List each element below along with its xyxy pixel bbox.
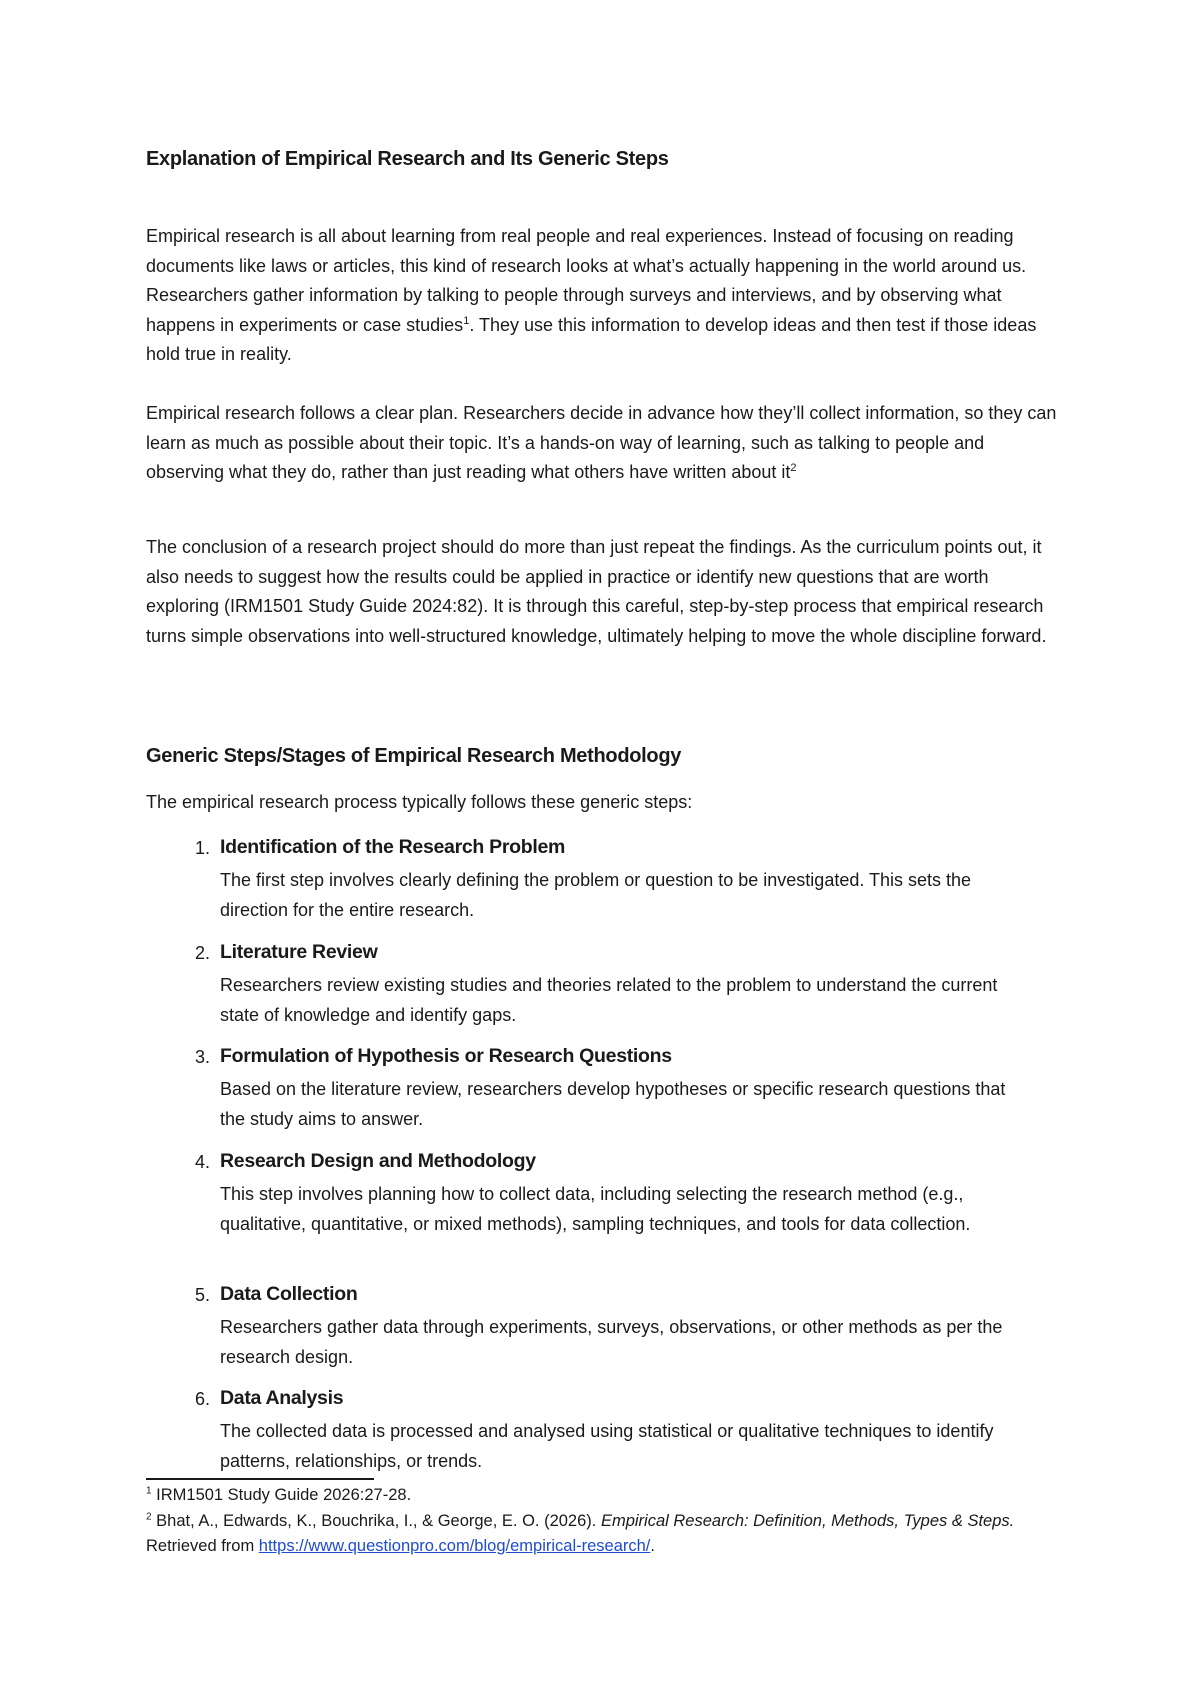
- paragraph-plan: [146, 399, 1066, 488]
- footnote-2-title: Empirical Research: Definition, Methods, Types & Steps.: [600, 1512, 1015, 1530]
- step-number: 1.: [194, 838, 210, 858]
- paragraph-conclusion: The conclusion of a research project should do more than just repeat the findings. As the curriculum points out, it also needs to suggest how the results could be applied in practice or identify new questions that are worth exploring (IRM1501 Study Guide 2024:82). It is through this careful, step-by-step process that empirical research turns simple observations into well-structured knowledge, ultimately helping to move the whole discipline forward.: [146, 537, 1047, 646]
- step-description: This step involves planning how to collect data, including selecting the research method (e.g., qualitative, quantitative, or mixed methods), sampling techniques, and tools for data collection.: [220, 1184, 971, 1234]
- step-description: Researchers gather data through experiments, surveys, observations, or other methods as per the research design.: [220, 1317, 1003, 1367]
- step-number: 3.: [194, 1047, 210, 1067]
- section-title: Generic Steps/Stages of Empirical Research Methodology: [146, 745, 682, 767]
- footnote-mark-1: 1: [146, 1485, 152, 1497]
- step-title: Data Analysis: [220, 1387, 344, 1409]
- step-title: Data Collection: [220, 1283, 358, 1305]
- footnote-divider: [146, 1478, 374, 1480]
- step-description: Based on the literature review, researchers develop hypotheses or specific research questions that the study aims to answer.: [220, 1079, 1006, 1129]
- footnote-mark-2: 2: [146, 1511, 152, 1523]
- footnote-2: [146, 1509, 1066, 1559]
- paragraph-intro: [146, 222, 1066, 370]
- footnote-2-end: .: [650, 1537, 655, 1555]
- step-description: The first step involves clearly defining the problem or question to be investigated. This sets the direction for the entire research.: [220, 870, 972, 920]
- paragraph-intro-text-end: . They use this information to develop ideas and then test if those ideas hold true in reality.: [146, 314, 1037, 364]
- step-number: 5.: [194, 1285, 210, 1305]
- document-title: Explanation of Empirical Research and Its Generic Steps: [146, 148, 669, 170]
- step-title: Formulation of Hypothesis or Research Questions: [220, 1045, 672, 1067]
- step-number: 4.: [194, 1152, 210, 1172]
- footnote-ref-1[interactable]: 1: [463, 314, 470, 327]
- paragraph-intro-text: Empirical research is all about learning from real people and real experiences. Instead of focusing on reading documents like laws or articles, this kind of research looks at what’s actually happening in the world around us. Researchers gather information by talking to people through surveys and interviews, and by observing what happens in experiments or case studies: [146, 226, 1027, 335]
- step-description: The collected data is processed and analysed using statistical or qualitative techniques to identify patterns, relationships, or trends.: [220, 1421, 994, 1471]
- step-title: Literature Review: [220, 941, 378, 963]
- footnote-2-authors: Bhat, A., Edwards, K., Bouchrika, I., & George, E. O. (2026).: [151, 1512, 601, 1530]
- step-title: Research Design and Methodology: [220, 1150, 536, 1172]
- step-title: Identification of the Research Problem: [220, 836, 566, 858]
- footnote-2-retrieved: Retrieved from: [146, 1537, 259, 1555]
- footnote-1-text: IRM1501 Study Guide 2026:27-28.: [151, 1486, 412, 1504]
- step-description: Researchers review existing studies and theories related to the problem to understand the current state of knowledge and identify gaps.: [220, 975, 998, 1025]
- footnote-2-link[interactable]: https://www.questionpro.com/blog/empirical-research/: [258, 1537, 651, 1555]
- footnote-ref-2[interactable]: 2: [790, 462, 797, 474]
- paragraph-plan-text: Empirical research follows a clear plan. Researchers decide in advance how they’ll collect information, so they can learn as much as possible about their topic. It’s a hands-on way of learning, such as talking to people and observing what they do, rather than just reading what others have written about it: [146, 403, 1057, 482]
- footnote-1: [146, 1483, 1066, 1508]
- section-intro: The empirical research process typically follows these generic steps:: [146, 792, 693, 812]
- step-number: 2.: [194, 943, 210, 963]
- step-number: 6.: [194, 1389, 210, 1409]
